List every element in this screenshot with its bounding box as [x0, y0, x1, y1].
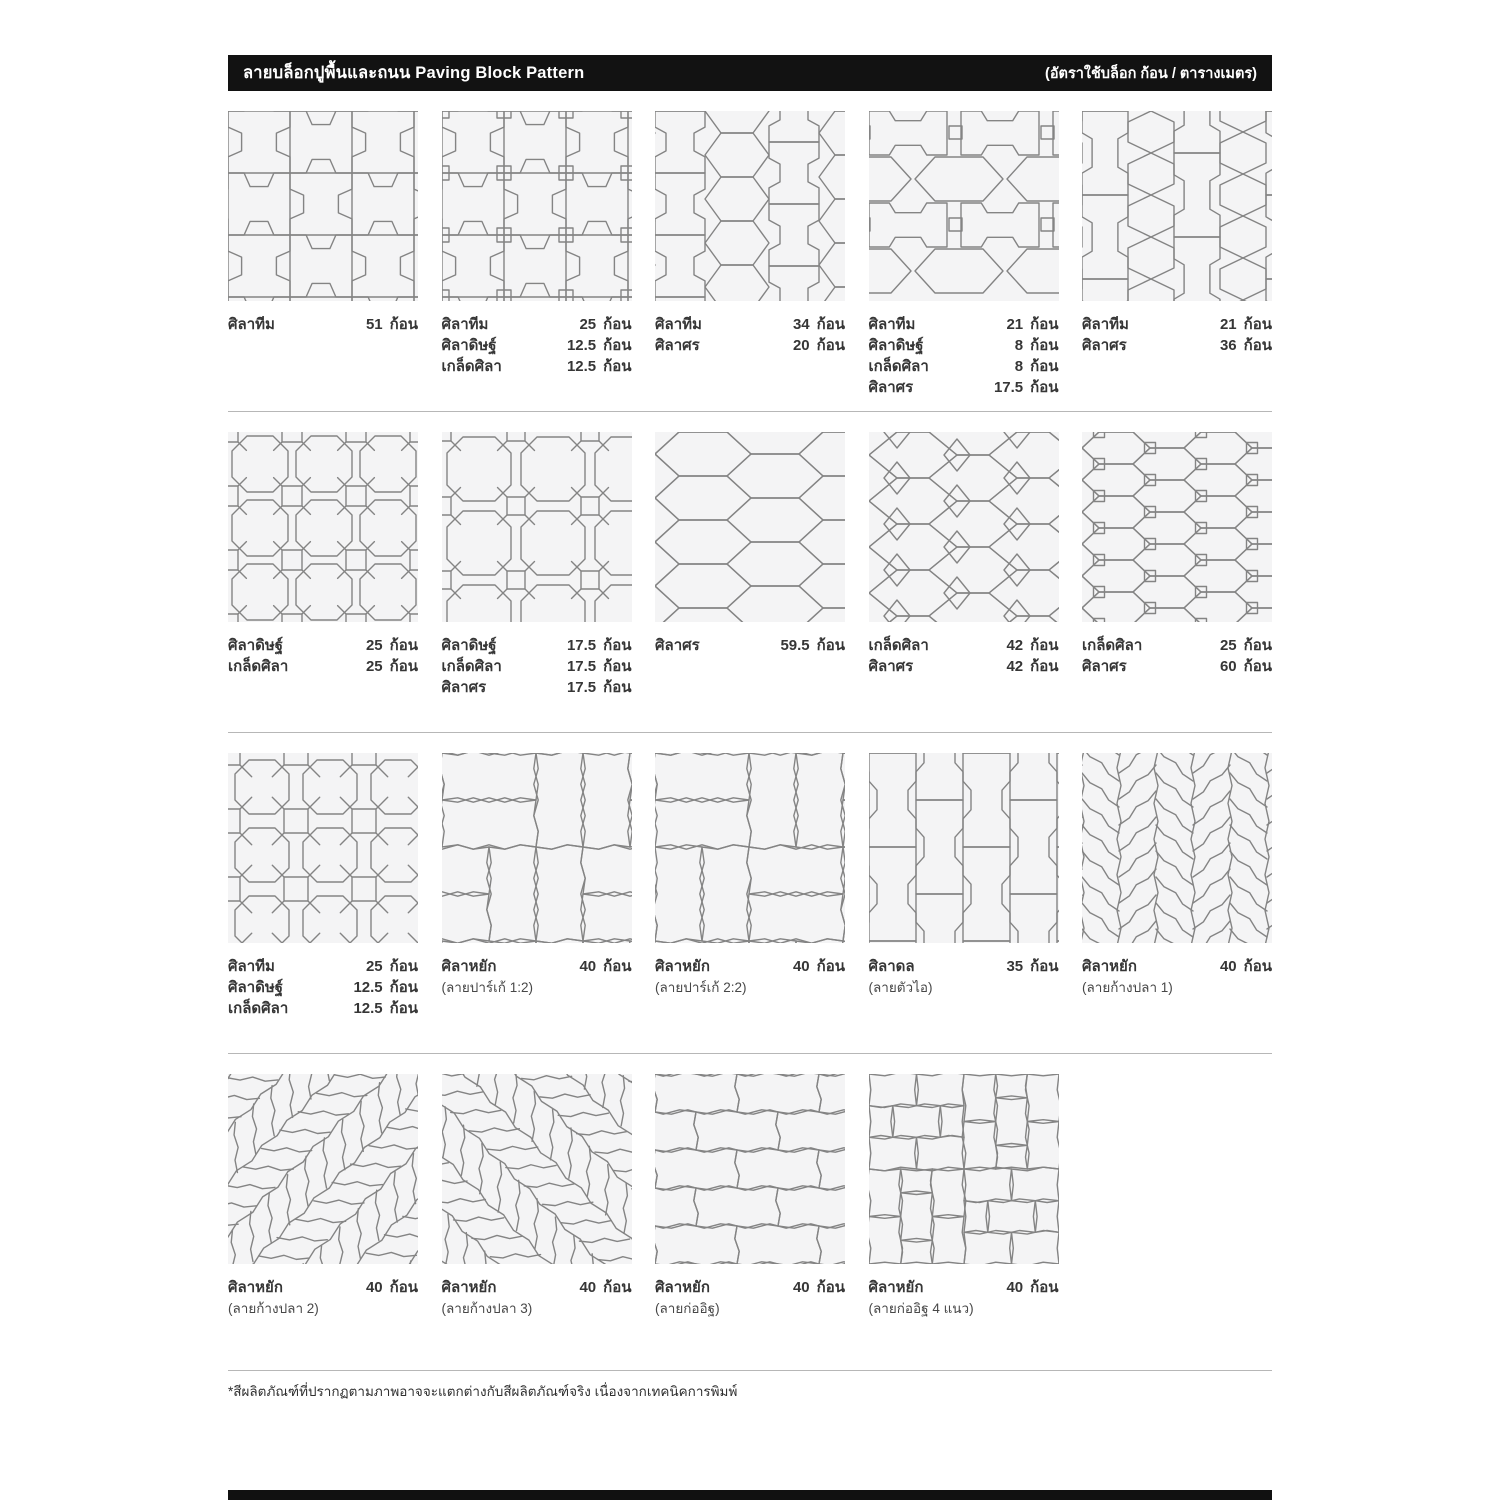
pattern-card-label	[1082, 314, 1272, 411]
swatch-row	[228, 111, 1272, 301]
pattern-qty-line	[1082, 956, 1272, 977]
pattern-qty	[1203, 635, 1272, 656]
row-divider	[228, 732, 1272, 733]
swatch-row	[228, 1074, 1272, 1264]
pattern-image-octagon-square-wide	[442, 432, 632, 622]
pattern-qty-line	[655, 335, 845, 356]
qty-number: 8	[1014, 358, 1024, 375]
pattern-card-label	[228, 635, 418, 732]
pattern-card-label	[442, 635, 632, 732]
qty-unit: ก้อน	[1243, 658, 1272, 675]
pattern-qty-line	[442, 335, 632, 356]
label-row	[228, 956, 1272, 1053]
pattern-qty	[776, 314, 845, 335]
qty-unit: ก้อน	[603, 679, 632, 696]
qty-unit: ก้อน	[1030, 337, 1059, 354]
pattern-card-label	[869, 635, 1059, 732]
pattern-card-label	[655, 956, 845, 1053]
pattern-subtitle: (ลายตัวไอ)	[868, 980, 933, 995]
pattern-card-label	[228, 314, 418, 411]
pattern-qty-line	[228, 314, 418, 335]
pattern-subtitle: (ลายปาร์เก้ 2:2)	[655, 980, 747, 995]
swatch-row	[228, 432, 1272, 622]
qty-unit: ก้อน	[1243, 316, 1272, 333]
pattern-grid	[228, 111, 1272, 1344]
pattern-qty-line	[869, 1277, 1059, 1298]
pattern-row	[228, 432, 1272, 733]
pattern-image-worm-brick-4-way	[869, 1074, 1059, 1264]
qty-number: 60	[1219, 658, 1237, 675]
pattern-qty	[989, 335, 1058, 356]
qty-unit: ก้อน	[1030, 1279, 1059, 1296]
qty-unit: ก้อน	[1030, 658, 1059, 675]
qty-number: 42	[1006, 658, 1024, 675]
pattern-card-label	[442, 1277, 632, 1344]
pattern-qty-line	[655, 635, 845, 656]
pattern-image-i-block-weave	[228, 111, 418, 301]
pattern-row	[228, 753, 1272, 1054]
pattern-qty	[349, 635, 418, 656]
pattern-name: ศิลาทีม	[228, 958, 275, 975]
pattern-name: ศิลาหยัก	[868, 1279, 924, 1296]
pattern-qty-line	[869, 314, 1059, 335]
qty-unit: ก้อน	[1243, 337, 1272, 354]
qty-number: 25	[579, 316, 597, 333]
pattern-qty	[349, 314, 418, 335]
qty-unit: ก้อน	[389, 979, 418, 996]
pattern-subtitle: (ลายก้างปลา 2)	[228, 1301, 319, 1316]
pattern-image-worm-running-bond	[655, 1074, 845, 1264]
pattern-name: ศิลาดิษฐ์	[228, 637, 284, 654]
pattern-qty	[349, 1277, 418, 1298]
pattern-name: เกล็ดศิลา	[441, 658, 502, 675]
pattern-qty-line	[228, 977, 418, 998]
pattern-name: ศิลาศร	[441, 679, 487, 696]
pattern-qty	[562, 1277, 631, 1298]
pattern-card-label	[655, 635, 845, 732]
pattern-qty	[1203, 656, 1272, 677]
pattern-name: ศิลาทีม	[228, 316, 275, 333]
pattern-qty-line	[869, 335, 1059, 356]
pattern-card-label	[1082, 635, 1272, 732]
qty-unit: ก้อน	[389, 1000, 418, 1017]
qty-number: 17.5	[993, 379, 1024, 396]
pattern-qty	[349, 956, 418, 977]
qty-unit: ก้อน	[389, 1279, 418, 1296]
pattern-qty	[562, 335, 631, 356]
pattern-swatch	[442, 753, 632, 943]
pattern-swatch	[869, 1074, 1059, 1264]
pattern-name: เกล็ดศิลา	[228, 1000, 289, 1017]
pattern-qty-line	[869, 356, 1059, 377]
pattern-qty	[562, 635, 631, 656]
pattern-qty	[562, 656, 631, 677]
pattern-qty-line	[442, 635, 632, 656]
pattern-image-worm-parquet-1-2	[442, 753, 632, 943]
pattern-qty-line	[869, 956, 1059, 977]
pattern-swatch	[442, 111, 632, 301]
qty-unit: ก้อน	[389, 658, 418, 675]
pattern-image-octagon-square	[228, 432, 418, 622]
row-divider	[228, 411, 1272, 412]
pattern-name: เกล็ดศิลา	[868, 358, 929, 375]
pattern-name: ศิลาทีม	[441, 316, 489, 333]
pattern-image-i-block-tall-hex-columns	[1082, 111, 1272, 301]
qty-number: 12.5	[353, 979, 383, 996]
pattern-qty	[1203, 956, 1272, 977]
qty-number: 17.5	[566, 679, 597, 696]
catalog-header	[228, 55, 1272, 91]
pattern-card-label	[442, 956, 632, 1053]
pattern-qty-line	[442, 356, 632, 377]
pattern-qty	[1203, 314, 1272, 335]
pattern-qty	[776, 335, 845, 356]
qty-number: 40	[792, 958, 810, 975]
pattern-qty	[349, 998, 418, 1019]
qty-unit: ก้อน	[603, 637, 632, 654]
pattern-qty-line	[442, 956, 632, 977]
qty-number: 25	[1219, 637, 1237, 654]
qty-number: 42	[1006, 637, 1024, 654]
pattern-name: เกล็ดศิลา	[868, 637, 929, 654]
pattern-name: เกล็ดศิลา	[441, 358, 502, 375]
pattern-name: เกล็ดศิลา	[1082, 637, 1143, 654]
pattern-card-label	[228, 1277, 418, 1344]
pattern-image-i-block-weave-square	[442, 111, 632, 301]
row-divider	[228, 1053, 1272, 1054]
pattern-qty-line	[655, 956, 845, 977]
pattern-card-label	[869, 314, 1059, 411]
pattern-qty	[989, 956, 1058, 977]
qty-number: 25	[365, 958, 383, 975]
pattern-swatch	[869, 753, 1059, 943]
label-row	[228, 1277, 1272, 1344]
qty-unit: ก้อน	[603, 658, 632, 675]
pattern-qty	[776, 956, 845, 977]
qty-unit: ก้อน	[603, 958, 632, 975]
pattern-image-worm-herringbone-v	[442, 1074, 632, 1264]
pattern-image-i-block-hex-square-mix	[869, 111, 1059, 301]
pattern-name: ศิลาดล	[868, 958, 915, 975]
label-row	[228, 635, 1272, 732]
pattern-swatch	[869, 111, 1059, 301]
qty-number: 21	[1006, 316, 1024, 333]
qty-number: 12.5	[566, 337, 597, 354]
qty-number: 40	[792, 1279, 810, 1296]
pattern-swatch	[228, 753, 418, 943]
qty-unit: ก้อน	[816, 337, 845, 354]
pattern-swatch	[442, 1074, 632, 1264]
pattern-qty	[562, 356, 631, 377]
pattern-subtitle: (ลายก่ออิฐ 4 แนว)	[868, 1301, 974, 1316]
qty-unit: ก้อน	[603, 1279, 632, 1296]
qty-unit: ก้อน	[816, 637, 845, 654]
qty-number: 34	[792, 316, 810, 333]
qty-unit: ก้อน	[389, 637, 418, 654]
pattern-card-label	[869, 1277, 1059, 1344]
pattern-qty-line	[1082, 314, 1272, 335]
pattern-subtitle: (ลายก่ออิฐ)	[655, 1301, 720, 1316]
catalog-page	[228, 55, 1272, 1402]
pattern-swatch	[442, 432, 632, 622]
qty-number: 59.5	[780, 637, 810, 654]
pattern-swatch	[228, 432, 418, 622]
qty-number: 51	[365, 316, 383, 333]
pattern-qty	[349, 977, 418, 998]
pattern-name: ศิลาดิษฐ์	[441, 337, 497, 354]
footer-note: *สีผลิตภัณฑ์ที่ปรากฏตามภาพอาจจะแตกต่างกับสีผลิตภัณฑ์จริง เนื่องจากเทคนิคการพิมพ์	[228, 1384, 738, 1399]
pattern-qty-line	[1082, 656, 1272, 677]
qty-number: 40	[1006, 1279, 1024, 1296]
qty-unit: ก้อน	[1030, 316, 1059, 333]
qty-unit: ก้อน	[1243, 637, 1272, 654]
qty-unit: ก้อน	[389, 316, 418, 333]
qty-unit: ก้อน	[816, 958, 845, 975]
pattern-subtitle: (ลายก้างปลา 1)	[1082, 980, 1173, 995]
pattern-name: ศิลาหยัก	[441, 958, 497, 975]
pattern-name: ศิลาหยัก	[655, 1279, 710, 1296]
qty-number: 25	[365, 658, 383, 675]
pattern-qty	[562, 677, 631, 698]
pattern-name: ศิลาทีม	[868, 316, 916, 333]
pattern-qty-line	[869, 377, 1059, 398]
qty-number: 25	[365, 637, 383, 654]
pattern-subtitle: (ลายก้างปลา 3)	[441, 1301, 533, 1316]
qty-unit: ก้อน	[603, 316, 632, 333]
pattern-swatch	[228, 1074, 418, 1264]
pattern-name: ศิลาหยัก	[655, 958, 710, 975]
qty-unit: ก้อน	[1243, 958, 1272, 975]
pattern-qty	[1203, 335, 1272, 356]
pattern-name: ศิลาศร	[1082, 658, 1127, 675]
pattern-qty	[776, 1277, 845, 1298]
pattern-qty	[989, 314, 1058, 335]
label-row	[228, 314, 1272, 411]
qty-number: 40	[365, 1279, 383, 1296]
pattern-image-octagon-square-large	[228, 753, 418, 943]
qty-number: 17.5	[566, 658, 597, 675]
qty-unit: ก้อน	[816, 316, 845, 333]
qty-unit: ก้อน	[603, 358, 632, 375]
pattern-swatch	[869, 432, 1059, 622]
pattern-qty-line	[655, 1277, 845, 1298]
qty-unit: ก้อน	[389, 958, 418, 975]
pattern-swatch	[1082, 432, 1272, 622]
qty-unit: ก้อน	[1030, 379, 1059, 396]
pattern-name: ศิลาหยัก	[228, 1279, 283, 1296]
swatch-row	[228, 753, 1272, 943]
pattern-row	[228, 1074, 1272, 1344]
qty-unit: ก้อน	[1030, 637, 1059, 654]
pattern-qty-line	[655, 314, 845, 335]
pattern-image-i-block-hex-columns	[655, 111, 845, 301]
pattern-name: ศิลาดิษฐ์	[868, 337, 924, 354]
pattern-qty	[349, 656, 418, 677]
qty-number: 36	[1219, 337, 1237, 354]
pattern-name: ศิลาทีม	[1082, 316, 1129, 333]
pattern-card-label	[655, 314, 845, 411]
pattern-swatch	[228, 111, 418, 301]
pattern-row	[228, 111, 1272, 412]
pattern-qty	[989, 377, 1058, 398]
pattern-image-hexagon-square-dense	[1082, 432, 1272, 622]
pattern-qty-line	[869, 635, 1059, 656]
pattern-qty	[989, 656, 1058, 677]
qty-number: 21	[1219, 316, 1237, 333]
pattern-swatch	[655, 432, 845, 622]
pattern-name: ศิลาดิษฐ์	[441, 637, 497, 654]
pattern-name: ศิลาศร	[868, 379, 914, 396]
pattern-card-label	[869, 956, 1059, 1053]
pattern-name: ศิลาศร	[868, 658, 914, 675]
pattern-swatch	[655, 753, 845, 943]
pattern-name: ศิลาดิษฐ์	[228, 979, 284, 996]
pattern-qty-line	[228, 956, 418, 977]
qty-number: 35	[1006, 958, 1024, 975]
pattern-name: ศิลาหยัก	[441, 1279, 497, 1296]
header-rate-note: (อัตราใช้บล็อก ก้อน / ตารางเมตร)	[1044, 65, 1257, 82]
pattern-card-label	[442, 314, 632, 411]
pattern-qty	[562, 956, 631, 977]
pattern-name: ศิลาศร	[1082, 337, 1127, 354]
qty-number: 20	[792, 337, 810, 354]
pattern-qty	[989, 356, 1058, 377]
pattern-qty-line	[228, 635, 418, 656]
bottom-bar	[228, 1490, 1272, 1500]
pattern-swatch	[655, 111, 845, 301]
footer-divider	[228, 1370, 1272, 1371]
qty-number: 8	[1014, 337, 1024, 354]
pattern-image-worm-herringbone-45	[1082, 753, 1272, 943]
pattern-card-label	[1082, 956, 1272, 1053]
pattern-swatch	[1082, 753, 1272, 943]
pattern-name: เกล็ดศิลา	[228, 658, 289, 675]
page-title: ลายบล็อกปูพื้นและถนน Paving Block Pattern	[243, 64, 585, 82]
qty-unit: ก้อน	[1030, 358, 1059, 375]
pattern-qty-line	[228, 1277, 418, 1298]
pattern-qty-line	[442, 1277, 632, 1298]
pattern-image-hexagon-diamond	[869, 432, 1059, 622]
qty-number: 12.5	[353, 1000, 383, 1017]
qty-number: 17.5	[566, 637, 597, 654]
pattern-qty-line	[442, 677, 632, 698]
pattern-card-label	[655, 1277, 845, 1344]
pattern-qty-line	[228, 998, 418, 1019]
pattern-qty-line	[442, 314, 632, 335]
pattern-qty-line	[1082, 635, 1272, 656]
pattern-image-worm-herringbone-90	[228, 1074, 418, 1264]
pattern-name: ศิลาศร	[655, 637, 700, 654]
pattern-qty	[989, 1277, 1058, 1298]
pattern-qty	[989, 635, 1058, 656]
pattern-card-label	[228, 956, 418, 1053]
pattern-swatch	[1082, 111, 1272, 301]
qty-unit: ก้อน	[603, 337, 632, 354]
pattern-image-hexagon-rows	[655, 432, 845, 622]
qty-number: 12.5	[566, 358, 597, 375]
pattern-qty	[776, 635, 845, 656]
pattern-name: ศิลาหยัก	[1082, 958, 1137, 975]
pattern-swatch	[655, 1074, 845, 1264]
pattern-qty-line	[869, 656, 1059, 677]
qty-number: 40	[579, 958, 597, 975]
pattern-qty	[562, 314, 631, 335]
qty-unit: ก้อน	[1030, 958, 1059, 975]
pattern-qty-line	[1082, 335, 1272, 356]
pattern-qty-line	[228, 656, 418, 677]
pattern-name: ศิลาศร	[655, 337, 700, 354]
qty-number: 40	[1219, 958, 1237, 975]
pattern-image-worm-parquet-2-2	[655, 753, 845, 943]
qty-unit: ก้อน	[816, 1279, 845, 1296]
pattern-subtitle: (ลายปาร์เก้ 1:2)	[441, 980, 533, 995]
pattern-name: ศิลาทีม	[655, 316, 702, 333]
qty-number: 40	[579, 1279, 597, 1296]
pattern-image-i-column	[869, 753, 1059, 943]
pattern-qty-line	[442, 656, 632, 677]
